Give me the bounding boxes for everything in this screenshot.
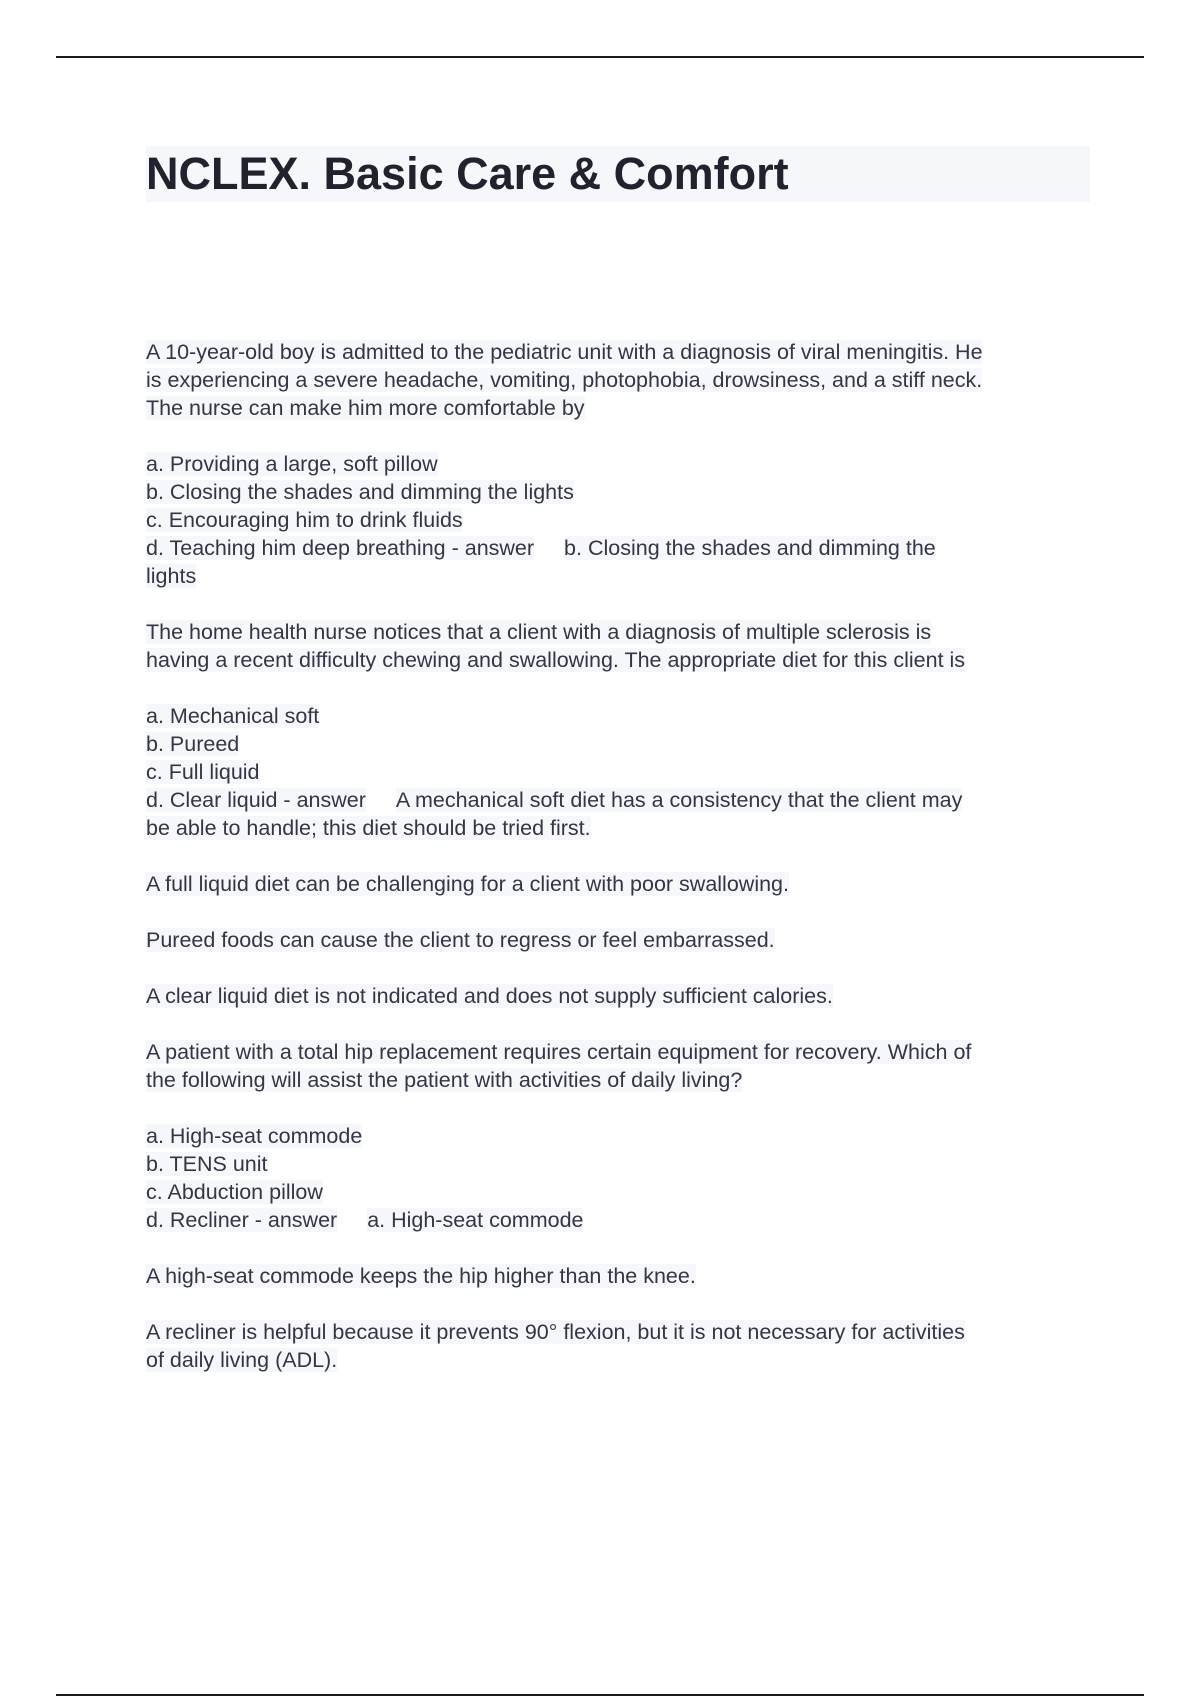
q1-option-a: a. Providing a large, soft pillow bbox=[146, 452, 438, 476]
q2-option-b: b. Pureed bbox=[146, 732, 240, 756]
question-2-options bbox=[146, 702, 1090, 842]
question-2-stem bbox=[146, 618, 1090, 674]
q3-rationale-2-line-2: of daily living (ADL). bbox=[146, 1348, 338, 1372]
q1-option-c: c. Encouraging him to drink fluids bbox=[146, 508, 463, 532]
q3-stem-line-2: the following will assist the patient with activities of daily living? bbox=[146, 1068, 743, 1092]
q2-option-c: c. Full liquid bbox=[146, 760, 260, 784]
q2-rationale-3 bbox=[146, 982, 1090, 1010]
q3-option-c: c. Abduction pillow bbox=[146, 1180, 323, 1204]
bottom-rule bbox=[56, 1694, 1144, 1696]
q1-option-d: d. Teaching him deep breathing - answer bbox=[146, 536, 535, 560]
q3-stem-line-1: A patient with a total hip replacement requires certain equipment for recovery. Which of bbox=[146, 1040, 972, 1064]
q3-answer: a. High-seat commode bbox=[367, 1208, 584, 1232]
q1-stem-line-2: is experiencing a severe headache, vomiting, photophobia, drowsiness, and a stiff neck. bbox=[146, 368, 983, 392]
q2-rationale-2-text: Pureed foods can cause the client to regress or feel embarrassed. bbox=[146, 928, 775, 952]
q3-option-a: a. High-seat commode bbox=[146, 1124, 363, 1148]
q2-option-d: d. Clear liquid - answer bbox=[146, 788, 366, 812]
page-title: NCLEX. Basic Care & Comfort bbox=[146, 146, 1090, 202]
q1-stem-line-3: The nurse can make him more comfortable by bbox=[146, 396, 585, 420]
document-body bbox=[146, 146, 1090, 1402]
question-3-options bbox=[146, 1122, 1090, 1234]
top-rule bbox=[56, 56, 1144, 58]
q2-stem-line-2: having a recent difficulty chewing and swallowing. The appropriate diet for this client is bbox=[146, 648, 966, 672]
q3-rationale-1-text: A high-seat commode keeps the hip higher than the knee. bbox=[146, 1264, 696, 1288]
q2-rationale-2 bbox=[146, 926, 1090, 954]
q3-rationale-2 bbox=[146, 1318, 1090, 1374]
q2-answer-continued: be able to handle; this diet should be tried first. bbox=[146, 816, 591, 840]
q3-option-b: b. TENS unit bbox=[146, 1152, 268, 1176]
q2-stem-line-1: The home health nurse notices that a client with a diagnosis of multiple sclerosis is bbox=[146, 620, 932, 644]
question-1-stem bbox=[146, 338, 1090, 422]
q3-rationale-2-line-1: A recliner is helpful because it prevents 90° flexion, but it is not necessary for activities bbox=[146, 1320, 965, 1344]
question-1-options bbox=[146, 450, 1090, 590]
q3-option-d: d. Recliner - answer bbox=[146, 1208, 338, 1232]
q2-answer: A mechanical soft diet has a consistency that the client may bbox=[395, 788, 963, 812]
q2-rationale-3-text: A clear liquid diet is not indicated and does not supply sufficient calories. bbox=[146, 984, 833, 1008]
q1-stem-line-1: A 10-year-old boy is admitted to the pediatric unit with a diagnosis of viral meningitis. He bbox=[146, 340, 983, 364]
q3-rationale-1 bbox=[146, 1262, 1090, 1290]
q1-answer-continued: lights bbox=[146, 564, 197, 588]
q2-rationale-1 bbox=[146, 870, 1090, 898]
q2-rationale-1-text: A full liquid diet can be challenging for a client with poor swallowing. bbox=[146, 872, 789, 896]
q1-option-b: b. Closing the shades and dimming the lights bbox=[146, 480, 574, 504]
q2-option-a: a. Mechanical soft bbox=[146, 704, 320, 728]
question-3-stem bbox=[146, 1038, 1090, 1094]
q1-answer: b. Closing the shades and dimming the bbox=[564, 536, 936, 560]
